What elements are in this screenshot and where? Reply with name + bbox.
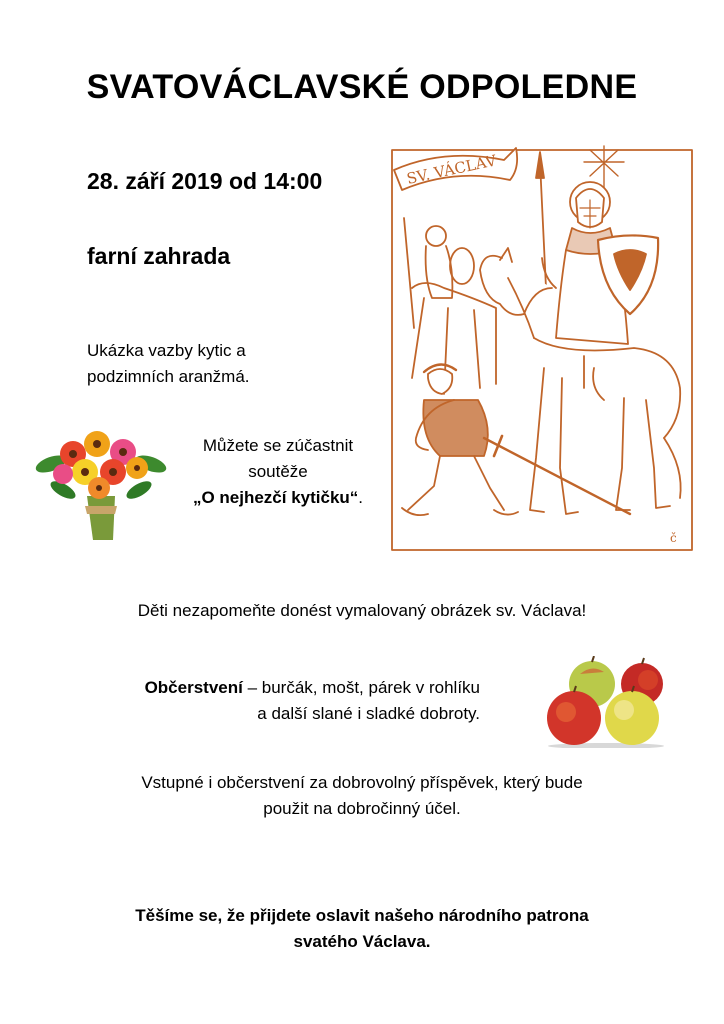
rear-shield xyxy=(450,248,474,284)
demo-description xyxy=(87,338,327,390)
rear-spear xyxy=(404,218,414,328)
spear-tip xyxy=(536,152,544,178)
event-date-time: 28. září 2019 od 14:00 xyxy=(87,168,323,194)
artist-signature: č xyxy=(670,531,677,545)
apples-image xyxy=(542,656,670,748)
fee-info xyxy=(60,770,664,822)
event-place: farní zahrada xyxy=(87,243,231,269)
demo-line-1: Ukázka vazby kytic a xyxy=(87,341,246,360)
kneeling-head xyxy=(428,369,452,394)
kids-note: Děti nezapomeňte donést vymalovaný obrázek sv. Václava! xyxy=(137,601,587,620)
kneeling-legs xyxy=(408,456,504,510)
contest-line-1: Můžete se zúčastnit xyxy=(202,436,354,455)
saint-wenceslas-illustration xyxy=(384,138,700,558)
fee-line-1: Vstupné i občerstvení za dobrovolný příspěvek, který bude xyxy=(141,773,583,792)
sword-blade xyxy=(484,438,630,514)
refreshments-line-1 xyxy=(60,675,480,701)
horse-back xyxy=(534,338,680,438)
refreshments-label: Občerstvení xyxy=(144,678,243,697)
bouquet-ribbon xyxy=(85,506,117,514)
rear-horse xyxy=(412,283,496,394)
flower-bouquet-image xyxy=(33,410,168,545)
horse-legs xyxy=(530,368,670,514)
contest-line-3 xyxy=(168,485,388,511)
banner-text: SV. VÁCLAV xyxy=(405,151,498,188)
kneeling-tunic xyxy=(423,400,488,456)
fee-line-2: použit na dobročinný účel. xyxy=(263,799,461,818)
refreshments-items: – burčák, mošt, párek v rohlíku xyxy=(242,678,480,697)
rear-rider-head xyxy=(426,226,446,246)
bouquet-stems xyxy=(87,496,115,540)
closing-line-1: Těšíme se, že přijdete oslavit našeho národního patrona xyxy=(135,906,589,925)
page-title: SVATOVÁCLAVSKÉ ODPOLEDNE xyxy=(86,68,638,106)
refreshments-info xyxy=(60,675,480,727)
demo-line-2: podzimních aranžmá. xyxy=(87,367,250,386)
closing-message xyxy=(60,903,664,955)
rider-leg xyxy=(584,356,604,400)
kneeling-feet xyxy=(402,508,518,515)
horse-tail xyxy=(664,438,681,498)
refreshments-line-2: a další slané i sladké dobroty. xyxy=(257,704,480,723)
contest-invitation xyxy=(168,433,388,511)
contest-name: „O nejhezčí kytičku“ xyxy=(192,488,359,507)
contest-period: . xyxy=(358,488,364,507)
closing-line-2: svatého Václava. xyxy=(293,932,431,951)
contest-line-2: soutěže xyxy=(248,462,308,481)
rider-spear xyxy=(540,162,546,288)
